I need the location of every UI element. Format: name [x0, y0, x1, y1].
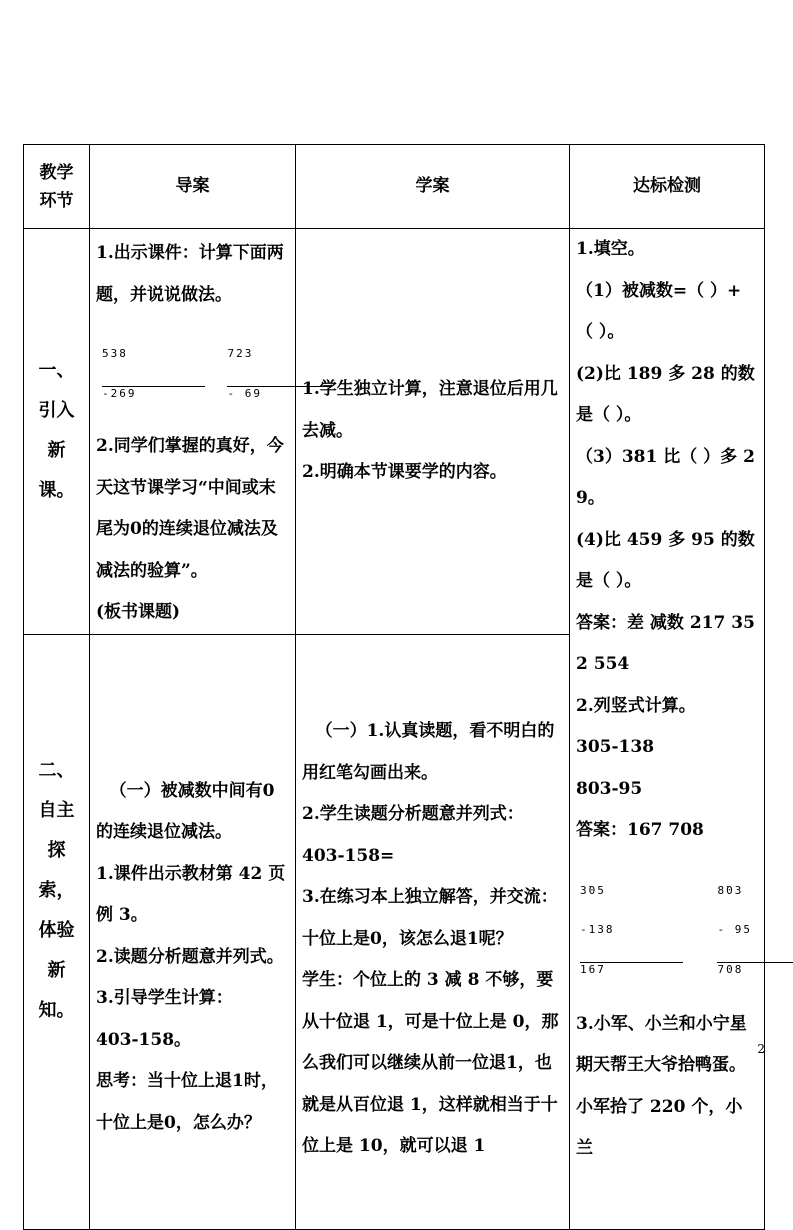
vcalc1-mid: -138	[580, 922, 615, 936]
explore-guide-p1: （一）被减数中间有0的连续退位减法。	[96, 780, 275, 843]
explore-guide-p3: 2.读题分析题意并列式。	[96, 946, 284, 967]
header-check: 达标检测	[570, 145, 765, 229]
explore-study-p4: 3.在练习本上独立解答，并交流：十位上是0，该怎么退1呢？	[302, 887, 558, 949]
check-p6: 答案：差 减数 217 352 554	[576, 612, 755, 674]
explore-study-p5: 学生：个位上的 3 减 8 不够，要从十位退 1，可是十位上是 0，那么我们可以继续从前一位退1，也就是从百位退 1，这样就相当于十位上是 10，就可以退 1	[302, 970, 559, 1157]
explore-study-cell	[296, 634, 570, 1229]
calc1-bottom: -269	[102, 386, 205, 400]
vcalc2-top: 8̇03	[717, 883, 744, 897]
stage-explore	[24, 634, 90, 1229]
intro-study-p1: 1.学生独立计算，注意退位后用几去减。	[302, 379, 558, 441]
vertical-calc-1	[580, 858, 683, 1002]
intro-guide-cell	[90, 229, 296, 635]
check-p9: 803-95	[576, 778, 643, 799]
intro-study-cell	[296, 229, 570, 635]
table-header-row	[24, 145, 765, 229]
explore-study-p2: 2.学生读题分析题意并列式：	[302, 804, 524, 825]
stage-explore-label: 二、自主探索，体验新知。	[38, 759, 75, 1021]
check-p5: (4)比 459 多 95 的数是（ ）。	[576, 529, 755, 591]
explore-guide-cell	[90, 634, 296, 1229]
explore-study-p3: 403-158=	[302, 845, 395, 866]
explore-guide-p4: 3.引导学生计算：	[96, 988, 233, 1009]
vcalc1-top: 3̇05	[580, 883, 606, 897]
check-p10: 答案：167 708	[576, 820, 704, 840]
calc1-top: 538	[102, 347, 128, 360]
page-number: 2	[757, 1042, 765, 1056]
check-cell	[570, 229, 765, 1230]
check-p1: 1.填空。	[576, 239, 645, 259]
intro-calcs	[96, 316, 289, 426]
intro-calc-1	[102, 321, 205, 426]
vertical-calc-2	[717, 858, 793, 1002]
table-row-intro	[24, 229, 765, 635]
check-p2: （1）被减数=（ ）+（ ）。	[576, 280, 742, 342]
calc2-bottom: - 69	[227, 386, 330, 400]
check-vertical-calcs	[576, 852, 758, 1004]
intro-study-p2: 2.明确本节课要学的内容。	[302, 462, 507, 482]
calc2-top: 723	[227, 347, 254, 360]
check-p7: 2.列竖式计算。	[576, 695, 696, 716]
intro-guide-p3: (板书课题)	[96, 602, 181, 622]
lesson-plan-table	[23, 144, 765, 1230]
check-p11: 3.小军、小兰和小宁星期天帮王大爷拾鸭蛋。小军拾了 220 个，小兰	[576, 1013, 747, 1158]
check-p4: （3）381 比（ ）多 29。	[576, 446, 755, 508]
explore-guide-p6: 思考：当十位上退1时，十位上是0，怎么办？	[96, 1071, 278, 1133]
check-p3: (2)比 189 多 28 的数是（ ）。	[576, 363, 755, 425]
intro-guide-p1: 1.出示课件：计算下面两题，并说说做法。	[96, 243, 284, 305]
vcalc2-result: 708	[717, 962, 793, 976]
vcalc1-result: 167	[580, 962, 683, 976]
explore-guide-p5: 403-158。	[96, 1029, 192, 1050]
check-p8: 305-138	[576, 737, 655, 757]
header-stage	[24, 145, 90, 229]
explore-study-p1: （一）1.认真读题，看不明白的用红笔勾画出来。	[302, 721, 555, 783]
header-guide: 导案	[90, 145, 296, 229]
stage-intro	[24, 229, 90, 635]
header-study: 学案	[296, 145, 570, 229]
intro-guide-p2: 2.同学们掌握的真好，今天这节课学习“中间或末尾为0的连续退位减法及减法的验算”。	[96, 436, 284, 581]
header-stage-label: 教学环节	[39, 162, 74, 211]
stage-intro-label: 一、引入新课。	[38, 360, 75, 502]
vcalc2-mid: - 95	[717, 922, 752, 936]
explore-guide-p2: 1.课件出示教材第 42 页例 3。	[96, 863, 286, 926]
